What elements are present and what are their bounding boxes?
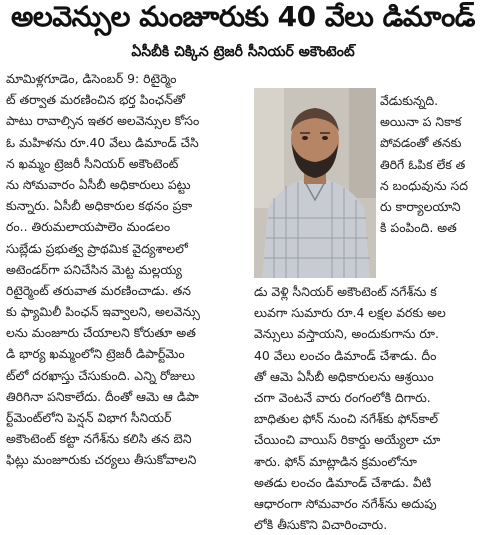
right-column-bottom-line: శారు. ఫోన్ మాట్లాడిన క్రమంలోనూ (254, 453, 417, 469)
right-column-top-line: అయినా ప నికాక (380, 114, 462, 130)
left-column-line: పాటు రావాల్సిన ఇతర అలవెన్సుల కోసం (6, 113, 200, 129)
right-column-bottom-line: తో ఆమె ఏసీబీ అధికారులను ఆశ్రయిం (254, 368, 434, 384)
left-column-line: అకౌంటెంట్ కట్టా నగేశ్‌ను కలిసి తన బెని (6, 431, 192, 447)
right-column-bottom-line: చగా వెంటనే వారు రంగంలోకి దిగారు. (254, 389, 431, 405)
left-column-line: కు ఫ్యామిలీ పింఛన్ ఇవ్వాలని, అలవెన్సు (6, 304, 200, 320)
accused-photo (254, 88, 376, 278)
right-column-bottom-line: అతడు లంచం డిమాండ్ చేశాడు. వీటి (254, 474, 432, 490)
right-column-bottom-line: 40 వేలు లంచం డిమాండ్ చేశాడు. దీం (254, 347, 437, 363)
right-column-bottom-line: లువగా సుమారు రూ.4 లక్షల వరకు అల (254, 305, 446, 321)
right-column-top (380, 90, 482, 238)
right-column-top-line: వేడుకున్నది. (380, 93, 439, 108)
left-column-line: ఓ మహిళను రూ.40 వేలు డిమాండ్ చేసి (6, 134, 199, 150)
subheadline: ఏసీబీకి చిక్కిన ట్రెజరీ సీనియర్ అకౌంటెంట్ (131, 43, 355, 60)
left-column-line: ట్ తర్వాత మరణించిన భర్త పింఛన్‌తో (6, 92, 185, 108)
left-column-line: మామిళ్లగూడెం, డిసెంబర్ 9: రిటైర్మెం (6, 71, 177, 86)
right-column-bottom-line: డు వెళ్లి సీనియర్ అకౌంటెంట్ నగేశ్‌ను క (254, 284, 437, 299)
left-column-line: ర్ట్‌మెంట్‌లోని పెన్షన్ విభాగ సీనియర్ (6, 410, 172, 425)
right-column-top-line: రు కార్యాలయాని (380, 198, 461, 214)
right-column-bottom-line: చేయించి వాయిస్ రికార్డు అయ్యేలా చూ (254, 432, 441, 448)
left-column-line: లను మంజూరు చేయాలని కోరుతూ అత (6, 325, 196, 341)
right-column-bottom-line: బాధితుల ఫోన్ నుంచి నగేశ్‌కు ఫోన్‌కాల్ (254, 411, 439, 427)
left-column-line: ట్‌లో దరఖాస్తు చేసుకుంది. ఎన్ని రోజులు (6, 367, 195, 383)
right-column-top-line: తిరిగే ఓపిక లేక త (380, 156, 466, 172)
right-column-bottom-line: వెన్సులు వస్తాయని, అందుకుగాను రూ. (254, 326, 439, 342)
right-column-top-line: పోవడంతో తనకు (380, 135, 462, 151)
right-column-top-line: కి పంపింది. అత (380, 220, 457, 236)
left-column-line: డి భార్య ఖమ్మంలోని ట్రెజరీ డిపార్ట్‌మెం (6, 346, 185, 362)
right-column-bottom (254, 281, 482, 535)
accused-photo-illustration (254, 88, 376, 278)
left-column-line: ను సోమవారం ఏసీబీ అధికారులు పట్టు (6, 176, 191, 192)
left-column-line: న ఖమ్మం ట్రెజరీ సీనియర్ అకౌంటెంట్ (6, 155, 179, 171)
left-column (6, 68, 248, 471)
left-column-line: కున్నారు. ఏసీబీ అధికారుల కథనం ప్రకా (6, 198, 193, 214)
left-column-line: రిటైర్మెంట్ తరువాత మరణించాడు. తన (6, 282, 191, 298)
right-column-top-line: న బంధువును సద (380, 177, 468, 193)
left-column-line: రం.. తిరుమలాయపాలెం మండలం (6, 219, 171, 235)
left-column-line: సుబ్లేడు ప్రభుత్వ ప్రాథమిక వైద్యశాలలో (6, 240, 188, 256)
right-column-bottom-line: ఆధారంగా సోమవారం నగేశ్‌ను అదుపు (254, 495, 437, 511)
left-column-line: అటెండర్‌గా పనిచేసిన మెట్ట మల్లయ్య (6, 261, 182, 277)
left-column-line: ఫిట్లు మంజూరుకు చర్యలు తీసుకోవాలని (6, 452, 197, 468)
right-column-bottom-line: లోకి తీసుకొని విచారించారు. (254, 517, 388, 533)
headline: అలవెన్సుల మంజూరుకు 40 వేలు డిమాండ్ (10, 0, 476, 33)
left-column-line: తిరిగినా పనికాలేదు. దీంతో ఆమె ఆ డిపా (6, 388, 199, 404)
